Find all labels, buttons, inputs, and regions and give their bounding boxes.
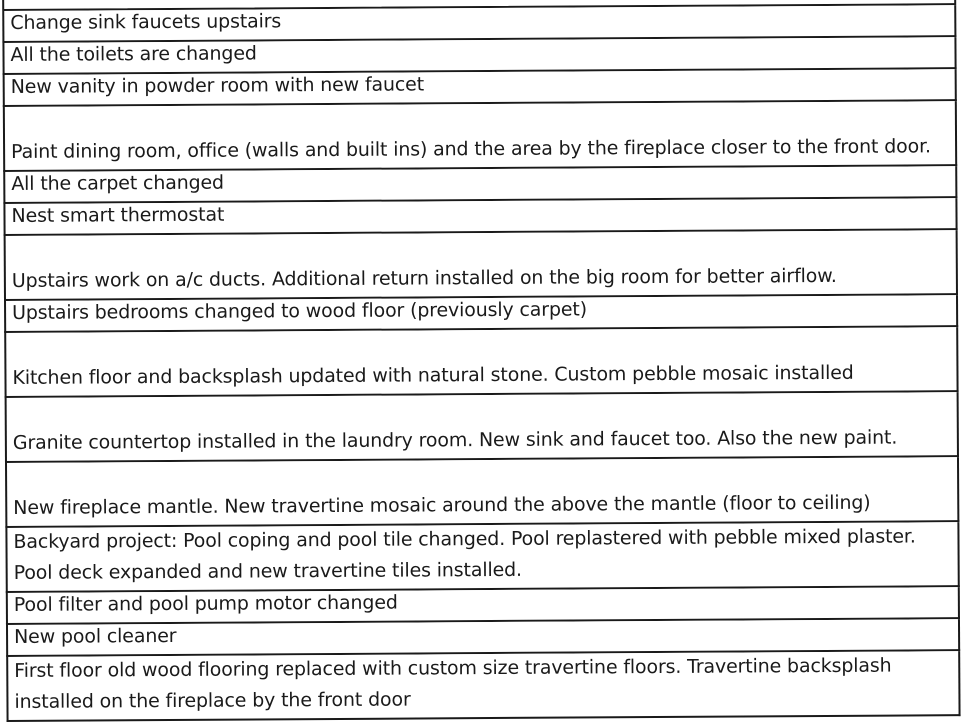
table-row [5, 392, 959, 463]
row-text: Change sink faucets upstairs [10, 10, 282, 34]
row-text: New fireplace mantle. New travertine mosaic around the above the mantle (floor to ceiling) [13, 491, 871, 519]
table-row [6, 651, 960, 722]
row-text: First floor old wood flooring replaced with custom size travertine floors. Travertine backsplash installed on the fireplace by the front door [14, 654, 892, 713]
renovation-items-table [2, 0, 961, 722]
table-row [4, 230, 958, 301]
row-text: Upstairs bedrooms changed to wood floor (previously carpet) [12, 298, 587, 324]
row-text: New pool cleaner [13, 624, 177, 648]
row-text: All the carpet changed [11, 171, 224, 195]
row-text: Paint dining room, office (walls and built ins) and the area by the fireplace closer to the front door. [11, 135, 931, 163]
row-text: All the toilets are changed [10, 42, 257, 66]
row-text: Granite countertop installed in the laundry room. New sink and faucet too. Also the new paint. [12, 426, 898, 454]
row-text: Kitchen floor and backsplash updated with natural stone. Custom pebble mosaic installed [12, 361, 854, 389]
table-row [5, 522, 959, 593]
row-text: Pool filter and pool pump motor changed [13, 591, 398, 616]
table-row [5, 457, 959, 528]
row-text: Nest smart thermostat [11, 203, 225, 227]
table-row [3, 101, 957, 172]
row-text: Backyard project: Pool coping and pool tile changed. Pool replastered with pebble mixed plaster. Pool deck expanded and new travertine tiles installed. [13, 525, 916, 584]
row-text: Upstairs work on a/c ducts. Additional return installed on the big room for better airflow. [11, 264, 837, 292]
table-row [4, 327, 958, 398]
row-text: New vanity in powder room with new faucet [10, 73, 425, 98]
